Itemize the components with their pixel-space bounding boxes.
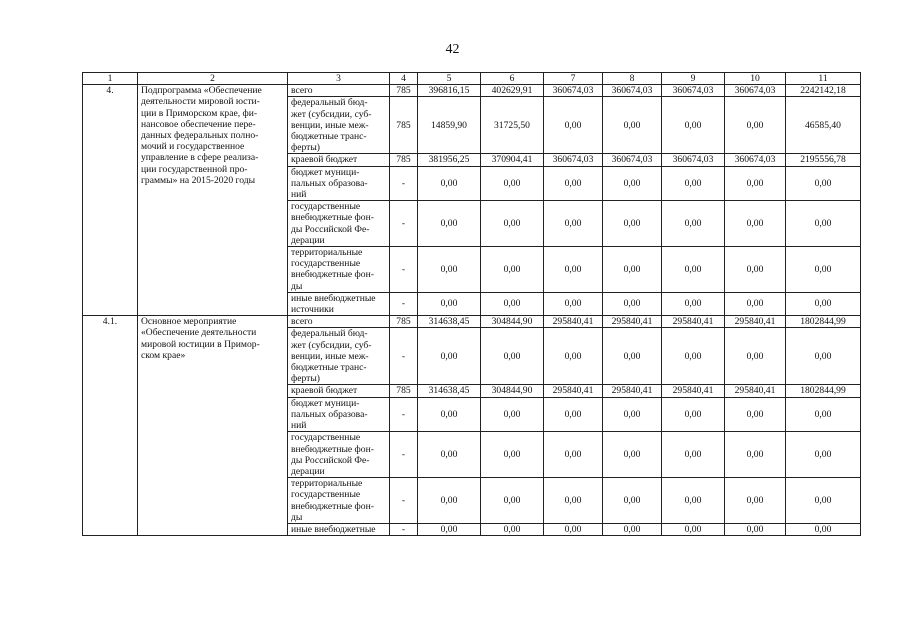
amount-cell: 0,00 — [544, 397, 603, 432]
funding-source — [288, 247, 390, 293]
cell-line: внебюджетные фон- — [291, 443, 374, 455]
amount-cell: 0,00 — [603, 97, 662, 154]
funding-source — [288, 201, 390, 247]
amount-cell: 0,00 — [662, 328, 725, 385]
cell-line: ском крае» — [141, 349, 186, 361]
amount-cell: 0,00 — [544, 201, 603, 247]
cell-line: федеральный бюд- — [291, 328, 368, 340]
amount-cell: 0,00 — [725, 328, 786, 385]
cell-line: всего — [291, 85, 313, 97]
amount-cell: 0,00 — [786, 166, 861, 201]
funding-source — [288, 328, 390, 385]
cell-line: иные внебюджетные — [291, 292, 376, 304]
amount-cell: 0,00 — [481, 247, 544, 293]
gr-code: - — [390, 523, 418, 535]
cell-line: ды Российской Фе- — [291, 454, 370, 466]
amount-cell: 0,00 — [662, 523, 725, 535]
amount-cell: 304844,90 — [481, 316, 544, 328]
amount-cell: 0,00 — [544, 328, 603, 385]
funding-source — [288, 385, 390, 397]
amount-cell: 0,00 — [603, 328, 662, 385]
amount-cell: 295840,41 — [603, 385, 662, 397]
cell-line: венции, иные меж- — [291, 119, 369, 131]
amount-cell: 0,00 — [481, 478, 544, 524]
cell-line: ний — [291, 189, 307, 201]
amount-cell: 0,00 — [662, 247, 725, 293]
cell-line: жет (субсидии, суб- — [291, 339, 372, 351]
amount-cell: 295840,41 — [725, 316, 786, 328]
amount-cell: 0,00 — [418, 432, 481, 478]
amount-cell: 360674,03 — [603, 85, 662, 97]
amount-cell: 360674,03 — [603, 154, 662, 166]
amount-cell: 0,00 — [662, 432, 725, 478]
cell-line: ды — [291, 511, 303, 523]
cell-line: федеральный бюд- — [291, 97, 368, 109]
header-cell-10: 10 — [725, 73, 786, 85]
cell-line: Подпрограмма «Обеспечение — [141, 85, 262, 97]
row-number: 4. — [83, 85, 138, 316]
amount-cell: 360674,03 — [662, 85, 725, 97]
cell-line: деятельности мировой юсти- — [141, 96, 260, 108]
amount-cell: 314638,45 — [418, 385, 481, 397]
cell-line: государственные — [291, 489, 361, 501]
gr-code: 785 — [390, 97, 418, 154]
amount-cell: 295840,41 — [603, 316, 662, 328]
amount-cell: 314638,45 — [418, 316, 481, 328]
amount-cell: 0,00 — [786, 328, 861, 385]
cell-line: ции в Приморском крае, фи- — [141, 107, 258, 119]
header-cell-4: 4 — [390, 73, 418, 85]
amount-cell: 0,00 — [603, 247, 662, 293]
cell-line: государственные — [291, 258, 361, 270]
funding-source — [288, 85, 390, 97]
amount-cell: 295840,41 — [662, 316, 725, 328]
amount-cell: 0,00 — [786, 201, 861, 247]
cell-line: «Обеспечение деятельности — [141, 327, 257, 339]
funding-source — [288, 478, 390, 524]
amount-cell: 360674,03 — [544, 154, 603, 166]
cell-line: граммы» на 2015-2020 годы — [141, 174, 256, 186]
cell-line: ды — [291, 280, 303, 292]
program-name — [138, 316, 288, 536]
cell-line: бюджетные транс- — [291, 131, 367, 143]
gr-code: - — [390, 247, 418, 293]
cell-line: ферты) — [291, 373, 320, 385]
amount-cell: 0,00 — [481, 432, 544, 478]
amount-cell: 0,00 — [418, 247, 481, 293]
amount-cell: 0,00 — [725, 478, 786, 524]
budget-table — [82, 72, 861, 536]
cell-line: дерации — [291, 234, 325, 246]
cell-line: бюджет муници- — [291, 166, 360, 178]
amount-cell: 0,00 — [418, 292, 481, 315]
amount-cell: 0,00 — [725, 166, 786, 201]
header-cell-8: 8 — [603, 73, 662, 85]
amount-cell: 370904,41 — [481, 154, 544, 166]
amount-cell: 295840,41 — [662, 385, 725, 397]
header-cell-2: 2 — [138, 73, 288, 85]
gr-code: 785 — [390, 154, 418, 166]
cell-line: краевой бюджет — [291, 385, 358, 397]
amount-cell: 0,00 — [418, 328, 481, 385]
amount-cell: 0,00 — [725, 397, 786, 432]
cell-line: управление в сфере реализа- — [141, 152, 259, 164]
amount-cell: 0,00 — [603, 478, 662, 524]
funding-source — [288, 397, 390, 432]
cell-line: всего — [291, 316, 313, 328]
amount-cell: 0,00 — [544, 432, 603, 478]
amount-cell: 304844,90 — [481, 385, 544, 397]
header-cell-3: 3 — [288, 73, 390, 85]
amount-cell: 0,00 — [725, 432, 786, 478]
amount-cell: 0,00 — [662, 166, 725, 201]
amount-cell: 2195556,78 — [786, 154, 861, 166]
gr-code: - — [390, 292, 418, 315]
amount-cell: 0,00 — [725, 247, 786, 293]
gr-code: 785 — [390, 385, 418, 397]
cell-line: ферты) — [291, 142, 320, 154]
cell-line: государственные — [291, 432, 361, 444]
cell-line: данных федеральных полно- — [141, 130, 259, 142]
header-cell-7: 7 — [544, 73, 603, 85]
cell-line: дерации — [291, 465, 325, 477]
amount-cell: 0,00 — [662, 97, 725, 154]
amount-cell: 0,00 — [544, 97, 603, 154]
cell-line: источники — [291, 304, 334, 316]
header-cell-11: 11 — [786, 73, 861, 85]
amount-cell: 0,00 — [603, 523, 662, 535]
cell-line: жет (субсидии, суб- — [291, 108, 372, 120]
amount-cell: 1802844,99 — [786, 316, 861, 328]
gr-code: - — [390, 328, 418, 385]
cell-line: государственные — [291, 201, 361, 213]
table-row — [83, 85, 861, 97]
amount-cell: 360674,03 — [662, 154, 725, 166]
amount-cell: 46585,40 — [786, 97, 861, 154]
amount-cell: 0,00 — [544, 166, 603, 201]
cell-line: территориальные — [291, 478, 363, 490]
cell-line: мировой юстиции в Примор- — [141, 338, 260, 350]
header-row — [83, 73, 861, 85]
funding-source — [288, 292, 390, 315]
amount-cell: 0,00 — [725, 97, 786, 154]
amount-cell: 402629,91 — [481, 85, 544, 97]
cell-line: бюджетные транс- — [291, 362, 367, 374]
amount-cell: 0,00 — [662, 478, 725, 524]
amount-cell: 295840,41 — [725, 385, 786, 397]
gr-code: 785 — [390, 316, 418, 328]
amount-cell: 0,00 — [544, 523, 603, 535]
cell-line: внебюджетные фон- — [291, 269, 374, 281]
amount-cell: 1802844,99 — [786, 385, 861, 397]
gr-code: - — [390, 478, 418, 524]
cell-line: ний — [291, 420, 307, 432]
amount-cell: 0,00 — [603, 201, 662, 247]
amount-cell: 0,00 — [481, 201, 544, 247]
cell-line: иные внебюджетные — [291, 523, 376, 535]
amount-cell: 381956,25 — [418, 154, 481, 166]
amount-cell: 0,00 — [786, 247, 861, 293]
amount-cell: 31725,50 — [481, 97, 544, 154]
amount-cell: 0,00 — [603, 166, 662, 201]
cell-line: ды Российской Фе- — [291, 223, 370, 235]
amount-cell: 0,00 — [481, 523, 544, 535]
cell-line: территориальные — [291, 247, 363, 259]
cell-line: мочий и государственное — [141, 141, 245, 153]
cell-line: нансовое обеспечение пере- — [141, 118, 256, 130]
amount-cell: 0,00 — [481, 292, 544, 315]
amount-cell: 0,00 — [662, 201, 725, 247]
gr-code: - — [390, 432, 418, 478]
amount-cell: 0,00 — [662, 292, 725, 315]
amount-cell: 360674,03 — [725, 85, 786, 97]
funding-source — [288, 166, 390, 201]
amount-cell: 0,00 — [603, 292, 662, 315]
table-row — [83, 316, 861, 328]
amount-cell: 0,00 — [786, 523, 861, 535]
amount-cell: 396816,15 — [418, 85, 481, 97]
amount-cell: 0,00 — [481, 328, 544, 385]
amount-cell: 360674,03 — [544, 85, 603, 97]
funding-source — [288, 432, 390, 478]
amount-cell: 0,00 — [418, 478, 481, 524]
amount-cell: 0,00 — [725, 201, 786, 247]
amount-cell: 295840,41 — [544, 316, 603, 328]
amount-cell: 0,00 — [786, 478, 861, 524]
header-cell-6: 6 — [481, 73, 544, 85]
amount-cell: 0,00 — [662, 397, 725, 432]
amount-cell: 0,00 — [786, 292, 861, 315]
amount-cell: 0,00 — [603, 432, 662, 478]
cell-line: внебюджетные фон- — [291, 212, 374, 224]
amount-cell: 0,00 — [725, 292, 786, 315]
funding-source — [288, 523, 390, 535]
amount-cell: 0,00 — [603, 397, 662, 432]
page-number: 42 — [445, 42, 460, 57]
amount-cell: 0,00 — [786, 432, 861, 478]
cell-line: венции, иные меж- — [291, 350, 369, 362]
cell-line: бюджет муници- — [291, 397, 360, 409]
amount-cell: 0,00 — [418, 397, 481, 432]
gr-code: - — [390, 397, 418, 432]
funding-source — [288, 316, 390, 328]
amount-cell: 0,00 — [786, 397, 861, 432]
amount-cell: 0,00 — [544, 292, 603, 315]
amount-cell: 0,00 — [418, 201, 481, 247]
amount-cell: 14859,90 — [418, 97, 481, 154]
header-cell-1: 1 — [83, 73, 138, 85]
header-cell-5: 5 — [418, 73, 481, 85]
amount-cell: 0,00 — [418, 166, 481, 201]
amount-cell: 295840,41 — [544, 385, 603, 397]
amount-cell: 0,00 — [544, 247, 603, 293]
cell-line: внебюджетные фон- — [291, 500, 374, 512]
funding-source — [288, 97, 390, 154]
gr-code: - — [390, 166, 418, 201]
amount-cell: 0,00 — [481, 397, 544, 432]
cell-line: краевой бюджет — [291, 154, 358, 166]
amount-cell: 0,00 — [418, 523, 481, 535]
program-name — [138, 85, 288, 316]
cell-line: Основное мероприятие — [141, 316, 237, 328]
amount-cell: 0,00 — [481, 166, 544, 201]
amount-cell: 0,00 — [725, 523, 786, 535]
cell-line: пальных образова- — [291, 177, 368, 189]
amount-cell: 360674,03 — [725, 154, 786, 166]
amount-cell: 0,00 — [544, 478, 603, 524]
header-cell-9: 9 — [662, 73, 725, 85]
gr-code: - — [390, 201, 418, 247]
funding-source — [288, 154, 390, 166]
cell-line: ции государственной про- — [141, 163, 248, 175]
row-number: 4.1. — [83, 316, 138, 536]
amount-cell: 2242142,18 — [786, 85, 861, 97]
cell-line: пальных образова- — [291, 408, 368, 420]
gr-code: 785 — [390, 85, 418, 97]
